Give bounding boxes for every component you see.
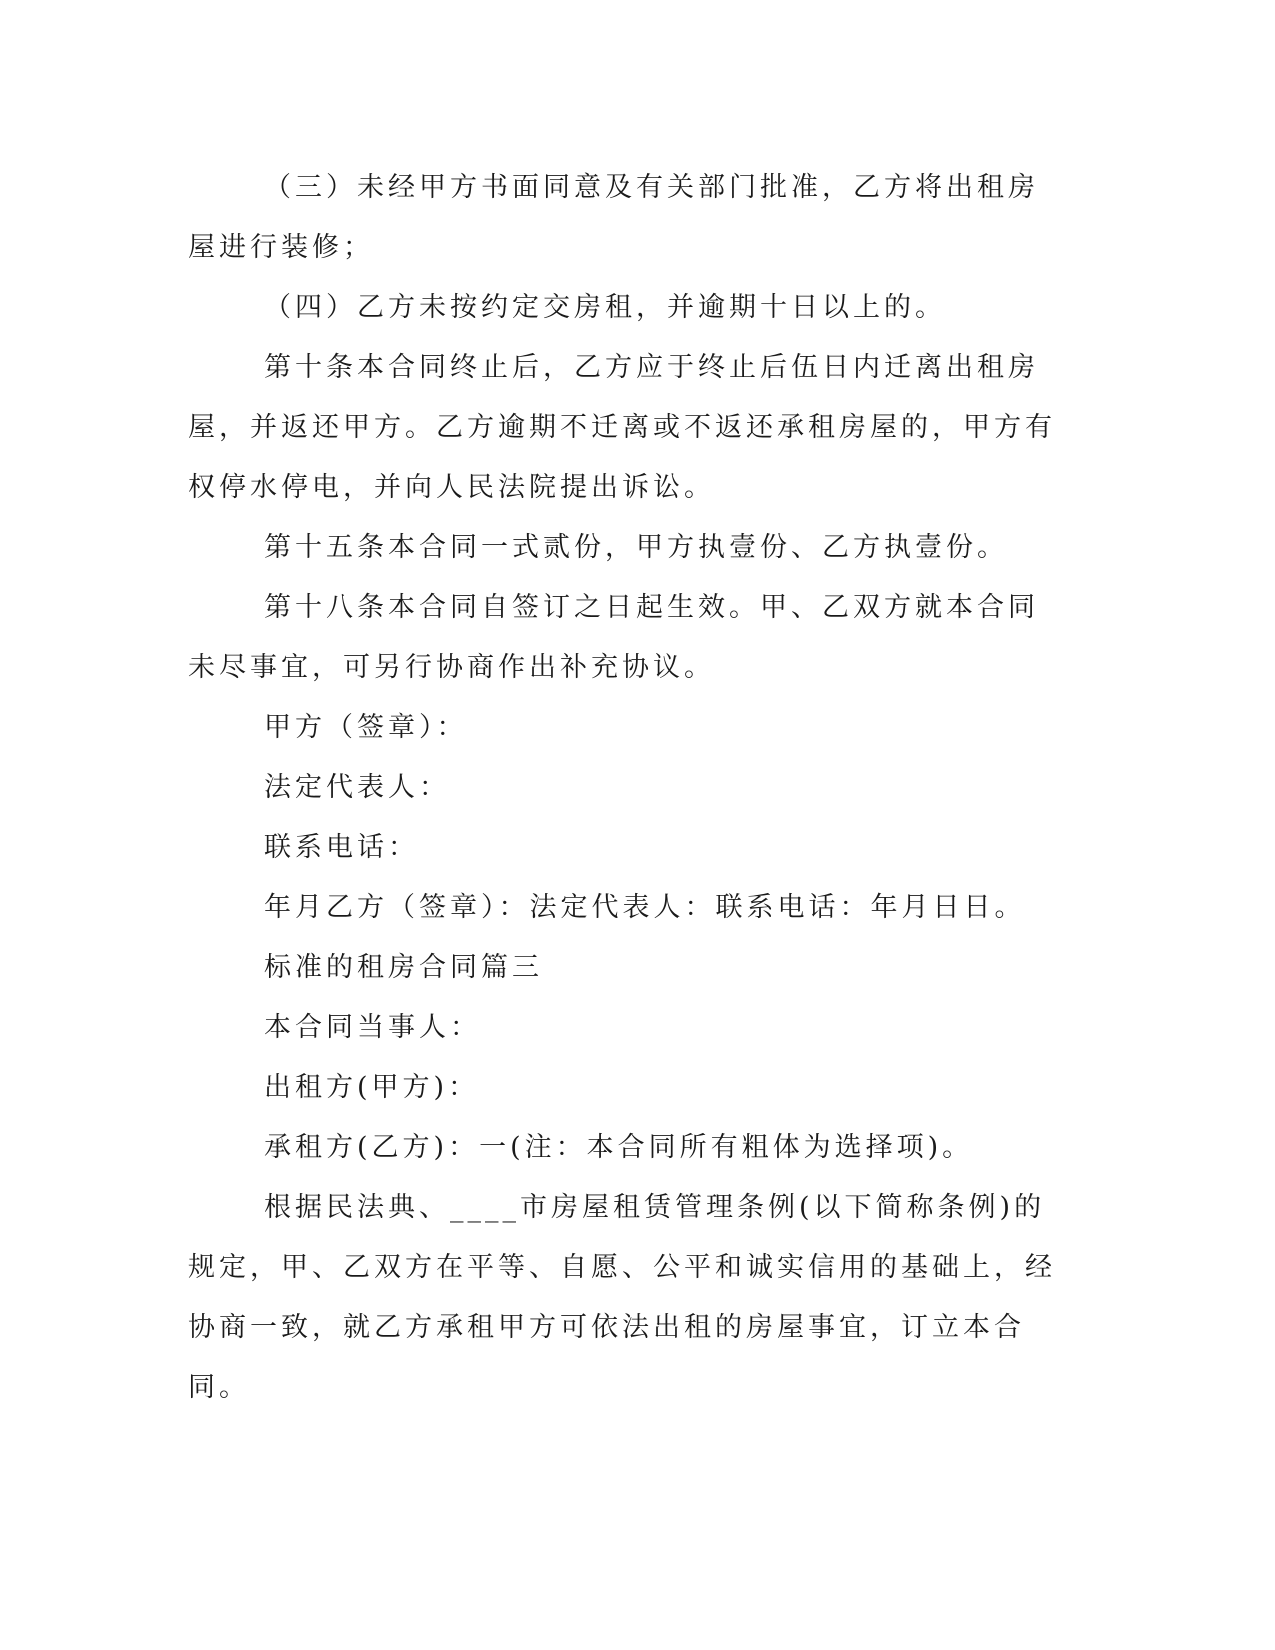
lessor-line: 出租方(甲方)： xyxy=(264,1072,480,1103)
clause-4-overdue-rent: （四）乙方未按约定交房租，并逾期十日以上的。 xyxy=(264,292,946,323)
clause-3-decoration: （三）未经甲方书面同意及有关部门批准，乙方将出租房屋进行装修； xyxy=(188,172,1039,263)
article-15-copies: 第十五条本合同一式贰份，甲方执壹份、乙方执壹份。 xyxy=(264,532,1008,563)
article-10-termination: 第十条本合同终止后，乙方应于终止后伍日内迁离出租房屋，并返还甲方。乙方逾期不迁离或不返还承租房屋的，甲方有权停水停电，并向人民法院提出诉讼。 xyxy=(188,352,1056,503)
document-body xyxy=(188,158,1068,1418)
section-heading: 标准的租房合同篇三 xyxy=(264,952,543,983)
preamble-paragraph: 根据民法典、____市房屋租赁管理条例(以下简称条例)的规定，甲、乙双方在平等、自愿、公平和诚实信用的基础上，经协商一致，就乙方承租甲方可依法出租的房屋事宜，订立本合同。 xyxy=(188,1192,1056,1403)
parties-intro: 本合同当事人： xyxy=(264,1012,481,1043)
party-b-signature-line: 年月乙方（签章）：法定代表人：联系电话：年月日日。 xyxy=(264,892,1026,923)
article-18-effective: 第十八条本合同自签订之日起生效。甲、乙双方就本合同未尽事宜，可另行协商作出补充协议。 xyxy=(188,592,1039,683)
lessee-line: 承租方(乙方)：一(注：本合同所有粗体为选择项)。 xyxy=(264,1132,974,1163)
party-a-signature-line: 甲方（签章）： xyxy=(264,712,468,743)
contact-phone-line: 联系电话： xyxy=(264,832,419,863)
legal-representative-line: 法定代表人： xyxy=(264,772,450,803)
